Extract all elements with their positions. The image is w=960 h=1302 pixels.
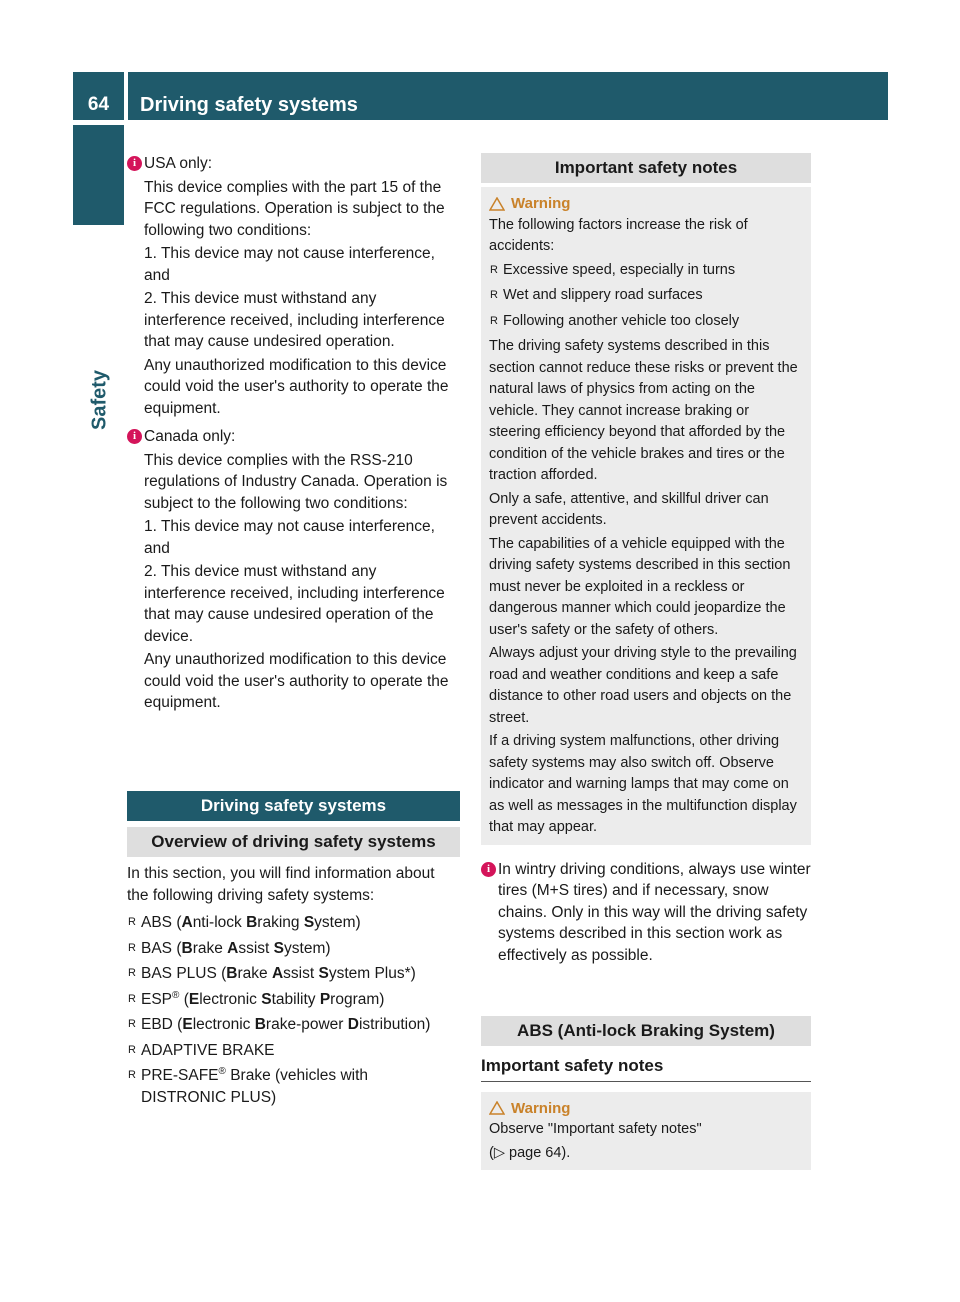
info-text: 2. This device must withstand any interference received, including interference that may cause undesired operation. [144,290,445,350]
info-text: Any unauthorized modification to this device could void the user's authority to operate the equipment. [144,651,449,711]
right-column-lower [481,1016,811,1170]
info-text: In wintry driving conditions, always use winter tires (M+S tires) and if necessary, snow chains. Only in this way will the driving safety systems described in this section work as effectively as possible. [498,860,811,964]
warning-icon [489,1101,505,1115]
warning-text: Only a safe, attentive, and skillful driver can prevent accidents. [489,490,769,528]
info-text: This device complies with the part 15 of the FCC regulations. Operation is subject to the following two conditions: [144,178,445,239]
abs-title: ABS (Anti-lock Braking System) [481,1016,811,1046]
list-item: R BAS PLUS (Brake Assist System Plus*) [127,963,460,985]
list-item: R PRE-SAFE® Brake (vehicles with DISTRONIC PLUS) [127,1065,460,1108]
important-title: Important safety notes [481,153,811,183]
left-column-lower [127,791,460,1112]
info-text: Any unauthorized modification to this device could void the user's authority to operate the equipment. [144,356,449,417]
list-item: R EBD (Electronic Brake-power Distribution) [127,1014,460,1036]
section-title: Driving safety systems [127,791,460,821]
list-item: R ADAPTIVE BRAKE [127,1040,460,1062]
right-column [481,153,811,968]
overview-intro: In this section, you will find information about the following driving safety systems: [127,865,435,904]
warning-text: Observe "Important safety notes" [489,1121,702,1137]
warning-heading: Warning [489,193,803,215]
warning-icon [489,197,505,211]
info-text: 1. This device may not cause interference, and [144,518,435,557]
warning-text: The following factors increase the risk of accidents: [489,216,748,254]
warning-text: If a driving system malfunctions, other driving safety systems may also switch off. Observe indicator and warning lamps that may come on as well as messages in the multifunction display that may appear. [489,733,797,835]
info-winter [481,859,811,967]
warning-box [481,187,811,845]
info-canada [127,426,460,714]
info-text: This device complies with the RSS-210 regulations of Industry Canada. Operation is subject to the following two conditions: [144,451,448,512]
warning-text: The capabilities of a vehicle equipped with the driving safety systems described in this section must never be exploited in a reckless or dangerous manner which could jeopardize the user's safety or the safety of others. [489,535,791,638]
info-icon: i [127,429,142,444]
list-item: R ABS (Anti-lock Braking System) [127,912,460,934]
warning-box [481,1092,811,1171]
list-item: R Following another vehicle too closely [489,311,803,333]
list-item: R ESP® (Electronic Stability Program) [127,989,460,1011]
list-item: R Excessive speed, especially in turns [489,260,803,282]
warning-heading: Warning [489,1098,803,1120]
info-text: 1. This device may not cause interference, and [144,245,435,284]
list-item: R Wet and slippery road surfaces [489,285,803,307]
warning-text: Always adjust your driving style to the prevailing road and weather conditions and keep a safe distance to other road users and objects on the street. [489,645,797,726]
info-usa [127,153,460,419]
info-heading: USA only: [144,155,213,172]
side-tab-label: Safety [88,369,111,431]
overview-title: Overview of driving safety systems [127,827,460,857]
abs-subheading: Important safety notes [481,1055,811,1082]
list-item: R BAS (Brake Assist System) [127,938,460,960]
warning-text: The driving safety systems described in this section cannot reduce these risks or prevent the natural laws of physics from acting on the vehicle. They cannot increase braking or steering efficiency beyond that afforded by the condition of the vehicle brakes and tires or the traction afforded. [489,338,798,483]
info-icon: i [481,862,496,877]
info-heading: Canada only: [144,428,236,445]
page-number: 64 [73,72,124,120]
info-text: 2. This device must withstand any interference received, including interference that may cause undesired operation of the device. [144,563,445,645]
page-reference[interactable]: (▷ page 64). [489,1144,571,1161]
side-tab-block [73,125,124,225]
info-icon: i [127,156,142,171]
left-column [127,153,460,716]
chapter-title: Driving safety systems [128,72,888,120]
